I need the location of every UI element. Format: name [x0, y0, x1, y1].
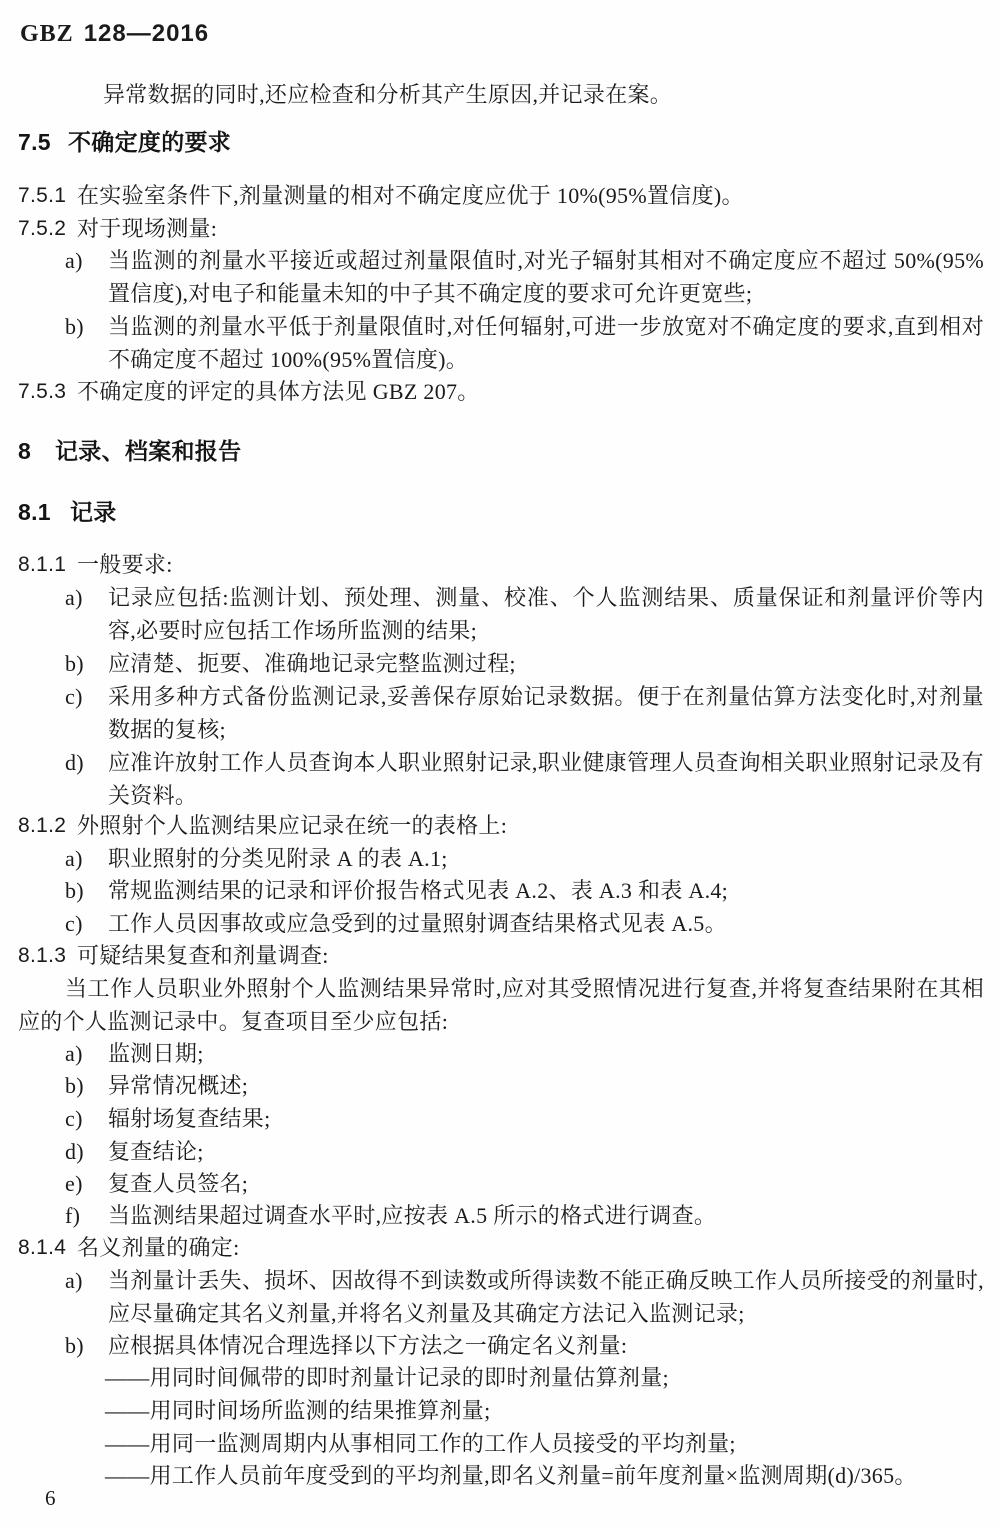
- clause-number: 8.1.4: [18, 1236, 67, 1259]
- list-item-f: [65, 1199, 984, 1232]
- list-marker: c): [65, 1106, 83, 1131]
- section-title: 不确定度的要求: [68, 129, 232, 155]
- list-marker: e): [65, 1171, 83, 1196]
- list-item-d: [65, 1135, 984, 1168]
- clause-number: 8.1.3: [18, 944, 67, 967]
- dash-item-4: [105, 1459, 984, 1492]
- list-item-text: 应清楚、扼要、准确地记录完整监测过程;: [108, 651, 516, 676]
- dash-item-text: 用同时间场所监测的结果推算剂量;: [149, 1398, 491, 1423]
- clause-7-5-1: [18, 179, 984, 212]
- clause-text: 可疑结果复查和剂量调查:: [77, 943, 329, 968]
- list-item-text: 记录应包括:监测计划、预处理、测量、校准、个人监测结果、质量保证和剂量评价等内容,必要时应包括工作场所监测的结果;: [108, 585, 984, 643]
- clause-number: 7.5.1: [18, 184, 67, 207]
- standard-code-number: 128—2016: [83, 20, 210, 47]
- clause-8-1-2: [18, 809, 984, 842]
- list-item-e: [65, 1167, 984, 1200]
- list-item-b: [65, 1069, 984, 1102]
- list-marker: b): [65, 878, 84, 903]
- list-marker: b): [65, 1073, 84, 1098]
- list-item-text: 采用多种方式备份监测记录,妥善保存原始记录数据。便于在剂量估算方法变化时,对剂量数据的复核;: [108, 684, 984, 742]
- list-item-text: 当剂量计丢失、损坏、因故得不到读数或所得读数不能正确反映工作人员所接受的剂量时,应尽量确定其名义剂量,并将名义剂量及其确定方法记入监测记录;: [108, 1268, 984, 1326]
- list-marker: c): [65, 684, 83, 709]
- list-item-text: 当监测的剂量水平接近或超过剂量限值时,对光子辐射其相对不确定度应不超过 50%(95%置信度),对电子和能量未知的中子其不确定度的要求可允许更宽些;: [108, 248, 984, 306]
- list-item-a: [65, 581, 984, 647]
- list-item-text: 监测日期;: [108, 1041, 204, 1066]
- section-title: 记录: [70, 499, 117, 525]
- continuation-paragraph: 异常数据的同时,还应检查和分析其产生原因,并记录在案。: [103, 82, 673, 107]
- section-title: 记录、档案和报告: [55, 438, 242, 464]
- section-number: 8: [18, 438, 32, 464]
- dash-item-text: 用同时间佩带的即时剂量计记录的即时剂量估算剂量;: [149, 1365, 669, 1390]
- clause-8-1-3: [18, 939, 984, 972]
- list-item-b: [65, 647, 984, 680]
- clause-number: 7.5.2: [18, 217, 67, 240]
- list-item-text: 当监测结果超过调查水平时,应按表 A.5 所示的格式进行调查。: [108, 1203, 717, 1228]
- section-heading-8-1: [18, 496, 984, 529]
- list-item-a: [65, 244, 984, 310]
- list-marker: a): [65, 1268, 83, 1293]
- standard-code-prefix: GBZ: [20, 21, 74, 47]
- clause-text: 一般要求:: [77, 552, 173, 577]
- clause-8-1-4: [18, 1231, 984, 1264]
- list-marker: b): [65, 314, 84, 339]
- dash-item-1: [105, 1361, 984, 1394]
- list-marker: b): [65, 1333, 84, 1358]
- list-item-b: [65, 1329, 984, 1362]
- section-heading-7-5: [18, 126, 984, 159]
- list-item-c: [65, 1102, 984, 1135]
- list-item-b: [65, 310, 984, 376]
- list-item-text: 辐射场复查结果;: [108, 1106, 271, 1131]
- list-item-text: 应准许放射工作人员查询本人职业照射记录,职业健康管理人员查询相关职业照射记录及有关资料。: [108, 750, 984, 808]
- dash-item-text: 用工作人员前年度受到的平均剂量,即名义剂量=前年度剂量×监测周期(d)/365。: [149, 1463, 917, 1488]
- clause-number: 8.1.1: [18, 553, 67, 576]
- list-marker: a): [65, 585, 83, 610]
- clause-8-1-1: [18, 548, 984, 581]
- list-item-a: [65, 1037, 984, 1070]
- list-marker: f): [65, 1203, 81, 1228]
- clause-text: 名义剂量的确定:: [77, 1235, 240, 1260]
- list-item-d: [65, 746, 984, 812]
- page-header: [20, 20, 209, 48]
- list-marker: a): [65, 1041, 83, 1066]
- list-marker: b): [65, 651, 84, 676]
- clause-7-5-3: [18, 375, 984, 408]
- list-marker: c): [65, 911, 83, 936]
- clause-number: 7.5.3: [18, 380, 67, 403]
- list-item-a: [65, 842, 984, 875]
- list-item-text: 复查人员签名;: [108, 1171, 249, 1196]
- list-marker: a): [65, 248, 83, 273]
- list-item-text: 当监测的剂量水平低于剂量限值时,对任何辐射,可进一步放宽对不确定度的要求,直到相对不确定度不超过 100%(95%置信度)。: [108, 314, 984, 372]
- list-item-text: 常规监测结果的记录和评价报告格式见表 A.2、表 A.3 和表 A.4;: [108, 878, 729, 903]
- section-number: 8.1: [18, 499, 51, 525]
- clause-text: 外照射个人监测结果应记录在统一的表格上:: [77, 813, 508, 838]
- dash-marker: ——: [105, 1431, 150, 1456]
- list-item-a: [65, 1264, 984, 1330]
- page-number: 6: [45, 1486, 56, 1510]
- list-item-text: 复查结论;: [108, 1139, 204, 1164]
- clause-number: 8.1.2: [18, 814, 67, 837]
- clause-text: 不确定度的评定的具体方法见 GBZ 207。: [77, 379, 480, 404]
- list-item-text: 异常情况概述;: [108, 1073, 249, 1098]
- section-number: 7.5: [18, 129, 51, 155]
- list-item-c: [65, 907, 984, 940]
- list-item-text: 工作人员因事故或应急受到的过量照射调查结果格式见表 A.5。: [108, 911, 727, 936]
- dash-item-2: [105, 1394, 984, 1427]
- section-heading-8: [18, 435, 984, 468]
- list-item-c: [65, 680, 984, 746]
- clause-7-5-2: [18, 212, 984, 245]
- list-marker: d): [65, 1139, 84, 1164]
- dash-item-text: 用同一监测周期内从事相同工作的工作人员接受的平均剂量;: [149, 1431, 736, 1456]
- list-marker: a): [65, 846, 83, 871]
- body-paragraph: 当工作人员职业外照射个人监测结果异常时,应对其受照情况进行复查,并将复查结果附在其相应的个人监测记录中。复查项目至少应包括:: [18, 976, 984, 1034]
- list-marker: d): [65, 750, 84, 775]
- list-item-text: 职业照射的分类见附录 A 的表 A.1;: [108, 846, 448, 871]
- list-item-text: 应根据具体情况合理选择以下方法之一确定名义剂量:: [108, 1333, 628, 1358]
- dash-marker: ——: [105, 1463, 150, 1488]
- dash-marker: ——: [105, 1398, 150, 1423]
- dash-marker: ——: [105, 1365, 150, 1390]
- clause-text: 在实验室条件下,剂量测量的相对不确定度应优于 10%(95%置信度)。: [77, 183, 744, 208]
- list-item-b: [65, 874, 984, 907]
- clause-text: 对于现场测量:: [77, 216, 218, 241]
- dash-item-3: [105, 1427, 984, 1460]
